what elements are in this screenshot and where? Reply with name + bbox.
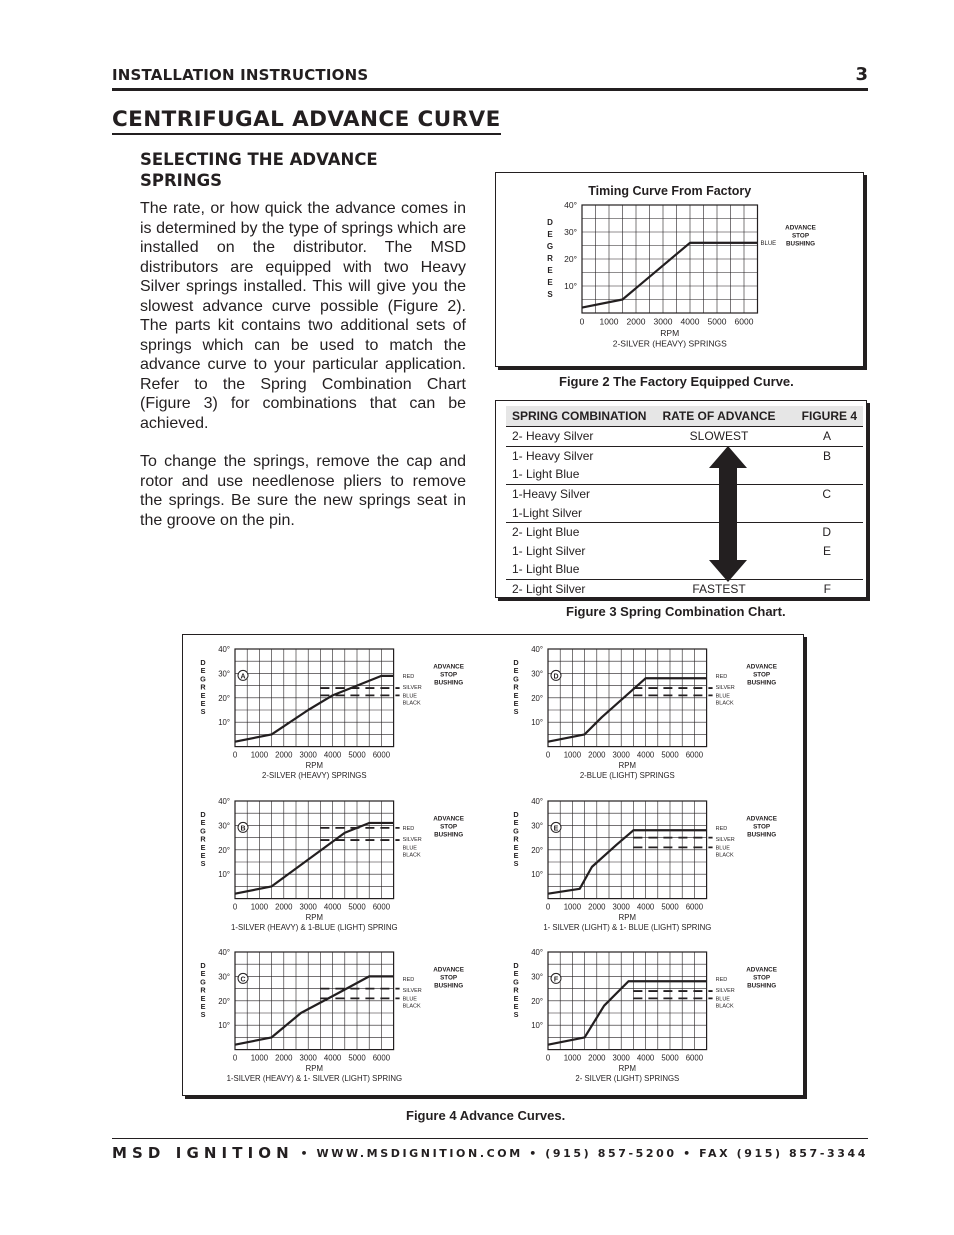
curve-line <box>235 976 394 1044</box>
x-tick-label: 6000 <box>685 750 704 760</box>
y-axis-letter: E <box>200 699 206 708</box>
figure-2-caption: Figure 2 The Factory Equipped Curve. <box>559 374 794 389</box>
rate-cell: SLOWEST <box>689 429 749 444</box>
y-axis-letter: S <box>513 707 519 717</box>
table-row <box>506 427 863 447</box>
x-tick-label: 1000 <box>250 750 269 760</box>
y-axis-letter: E <box>513 851 519 860</box>
y-tick-label: 10° <box>531 1021 543 1031</box>
figure-cell <box>785 503 863 522</box>
col-header-figure: FIGURE 4 <box>785 406 863 427</box>
col-header-combination: SPRING COMBINATION <box>506 406 653 427</box>
x-tick-label: 6000 <box>685 1053 704 1063</box>
x-tick-label: 4000 <box>636 750 655 760</box>
figure-cell: D <box>785 522 863 541</box>
stop-label-blue: BLUE <box>402 693 417 700</box>
figure-cell: F <box>785 579 863 598</box>
page-title: CENTRIFUGAL ADVANCE CURVE <box>112 108 501 135</box>
table-row <box>506 446 863 465</box>
y-tick-label: 40° <box>564 200 577 210</box>
paragraph-2: To change the springs, remove the cap and rotor and use needlenose pliers to remove the springs. Be sure the new springs seat in the groove on the pin. <box>140 453 466 529</box>
x-tick-label: 2000 <box>275 750 293 760</box>
y-axis-letter: D <box>200 810 206 819</box>
x-tick-label: 0 <box>579 316 585 327</box>
stop-label-red: RED <box>715 976 728 983</box>
x-tick-label: 3000 <box>653 316 673 327</box>
bushing-label: ADVANCE <box>746 815 777 823</box>
y-axis-letter: G <box>513 826 519 836</box>
col-header-rate: RATE OF ADVANCE <box>653 406 785 427</box>
x-tick-label: 0 <box>545 750 551 760</box>
stop-label-black: BLACK <box>402 700 421 707</box>
table-row <box>506 522 863 541</box>
y-tick-label: 10° <box>218 870 230 880</box>
y-axis-letter: G <box>200 977 206 987</box>
combo-cell: 1- Heavy Silver <box>506 446 653 465</box>
x-tick-label: 3000 <box>612 902 630 912</box>
y-axis-letter: S <box>513 1010 519 1020</box>
chart-subtitle: 1-SILVER (HEAVY) & 1-BLUE (LIGHT) SPRING <box>231 923 398 932</box>
figure-cell <box>785 560 863 579</box>
rate-cell: FASTEST <box>653 579 785 598</box>
bushing-label: STOP <box>791 232 810 240</box>
stop-label-black: BLACK <box>402 852 421 859</box>
x-tick-label: 3000 <box>612 1053 630 1063</box>
bushing-label: BUSHING <box>747 679 777 687</box>
panel-letter: C <box>240 976 246 984</box>
x-tick-label: 5000 <box>348 1053 366 1063</box>
figure-2-chart <box>495 172 865 368</box>
stop-label-red: RED <box>402 673 415 680</box>
y-axis-letter: E <box>200 690 206 700</box>
y-axis-letter: E <box>513 690 519 700</box>
x-tick-label: 3000 <box>612 750 630 760</box>
chart-subtitle: 2-BLUE (LIGHT) SPRINGS <box>579 771 675 780</box>
y-tick-label: 30° <box>218 821 230 831</box>
y-tick-label: 30° <box>218 669 230 679</box>
stop-label-black: BLACK <box>715 700 734 707</box>
stop-label-blue: BLUE <box>715 996 730 1003</box>
x-tick-label: 3000 <box>299 902 317 912</box>
y-axis-letter: R <box>513 834 519 844</box>
x-tick-label: 2000 <box>588 902 606 912</box>
bushing-label: STOP <box>753 974 771 982</box>
panel-letter: E <box>553 825 559 833</box>
bushing-label: BUSHING <box>785 240 816 248</box>
chart-F <box>513 948 777 1083</box>
y-tick-label: 30° <box>564 227 577 237</box>
x-axis-label: RPM <box>618 1064 636 1074</box>
combo-cell: 1- Light Silver <box>512 543 586 558</box>
bushing-label: ADVANCE <box>433 663 464 671</box>
bushing-label: ADVANCE <box>746 966 777 974</box>
y-axis-letter: E <box>200 666 206 676</box>
y-axis-letter: G <box>200 826 206 836</box>
stop-label-red: RED <box>402 825 415 832</box>
x-tick-label: 4000 <box>323 902 342 912</box>
x-tick-label: 6000 <box>685 902 704 912</box>
x-tick-label: 1000 <box>599 316 619 327</box>
y-axis-letter: S <box>200 859 206 869</box>
y-axis-letter: R <box>200 834 206 844</box>
stop-label-silver: SILVER <box>715 836 735 843</box>
page-number: 3 <box>855 64 868 85</box>
x-tick-label: 4000 <box>680 316 700 327</box>
stop-label-black: BLACK <box>715 852 734 859</box>
panel-letter: D <box>553 673 559 681</box>
y-axis-letter: D <box>513 810 519 819</box>
y-tick-label: 10° <box>218 718 230 728</box>
y-tick-label: 10° <box>531 870 543 880</box>
y-tick-label: 40° <box>218 948 230 957</box>
y-axis-letter: S <box>513 859 519 869</box>
x-tick-label: 6000 <box>734 316 754 327</box>
y-axis-letter: E <box>513 1002 519 1011</box>
table-header-row <box>506 406 863 427</box>
x-tick-label: 0 <box>232 1053 238 1063</box>
y-tick-label: 30° <box>531 821 543 831</box>
x-tick-label: 3000 <box>299 1053 317 1063</box>
double-arrow-icon <box>709 446 747 582</box>
x-tick-label: 5000 <box>661 902 679 912</box>
chart-subtitle: 2-SILVER (HEAVY) SPRINGS <box>262 771 367 780</box>
y-axis-letter: D <box>200 658 206 667</box>
y-tick-label: 20° <box>218 693 230 703</box>
y-axis-letter: S <box>200 1010 206 1020</box>
bushing-label: BUSHING <box>434 831 464 839</box>
x-tick-label: 4000 <box>636 902 655 912</box>
curve-line <box>582 243 758 308</box>
x-tick-label: 6000 <box>372 1053 391 1063</box>
figure-4-caption: Figure 4 Advance Curves. <box>406 1108 566 1123</box>
chart-E <box>513 797 777 932</box>
x-tick-label: 5000 <box>661 1053 679 1063</box>
y-axis-letter: G <box>546 242 554 251</box>
y-axis-letter: R <box>513 682 519 692</box>
y-axis-letter: R <box>513 985 519 995</box>
y-axis-letter: E <box>200 993 206 1003</box>
stop-label-black: BLACK <box>715 1003 734 1010</box>
y-tick-label: 10° <box>531 718 543 728</box>
bushing-label: BUSHING <box>747 982 777 990</box>
x-tick-label: 5000 <box>707 316 727 327</box>
x-tick-label: 1000 <box>250 1053 269 1063</box>
panel-letter: B <box>240 825 246 833</box>
figure-cell: B <box>785 446 863 465</box>
x-tick-label: 2000 <box>588 1053 606 1063</box>
bushing-label: BUSHING <box>434 679 464 687</box>
stop-label-silver: SILVER <box>715 987 735 994</box>
x-tick-label: 5000 <box>348 902 366 912</box>
table-row <box>506 579 863 598</box>
y-axis-letter: S <box>200 707 206 717</box>
stop-label-silver: SILVER <box>402 684 422 691</box>
table-row <box>506 560 863 579</box>
chart-D <box>513 645 777 780</box>
x-tick-label: 1000 <box>563 1053 582 1063</box>
combo-cell: 2- Light Silver <box>506 579 653 598</box>
y-tick-label: 20° <box>218 845 230 855</box>
bushing-label: STOP <box>440 823 458 831</box>
y-axis-letter: E <box>513 666 519 676</box>
x-tick-label: 4000 <box>323 1053 342 1063</box>
stop-label-red: RED <box>715 673 728 680</box>
x-tick-label: 5000 <box>348 750 366 760</box>
x-tick-label: 5000 <box>661 750 679 760</box>
stop-label-silver: SILVER <box>715 684 735 691</box>
spring-combination-table <box>506 406 863 598</box>
x-tick-label: 6000 <box>372 750 391 760</box>
x-tick-label: 0 <box>545 902 551 912</box>
x-axis-label: RPM <box>305 913 323 923</box>
bushing-label: BUSHING <box>747 831 777 839</box>
y-axis-letter: E <box>513 842 519 852</box>
paragraph-1: The rate, or how quick the advance comes in is determined by the type of springs which are installed on the distributor. The MSD distributors are equipped with two Heavy Silver springs installed. This will give you the slowest advance curve possible (Figure 2). The parts kit contains two additional sets of springs which can be used to match the advance curve to your particular application. Refer to the Spring Combination Chart (Figure 3) for combinations that can be achieved. <box>140 200 466 432</box>
y-axis-letter: E <box>547 230 553 239</box>
panel-letter: A <box>240 673 246 681</box>
bushing-label: STOP <box>440 974 458 982</box>
y-axis-letter: E <box>200 969 206 979</box>
footer-brand: MSD IGNITION <box>112 1144 294 1162</box>
y-axis-letter: D <box>547 218 553 227</box>
stop-label-blue: BLUE <box>715 693 730 700</box>
chart-A <box>200 645 464 780</box>
y-tick-label: 20° <box>531 996 543 1006</box>
x-axis-label: RPM <box>660 328 680 338</box>
x-tick-label: 3000 <box>299 750 317 760</box>
bushing-label: ADVANCE <box>433 815 464 823</box>
x-tick-label: 2000 <box>275 902 293 912</box>
bushing-label: ADVANCE <box>785 224 816 232</box>
footer-contact: • WWW.MSDIGNITION.COM • (915) 857-5200 • FAX (915) 857-3344 <box>300 1147 868 1160</box>
x-tick-label: 1000 <box>563 902 582 912</box>
table-row <box>506 503 863 522</box>
x-axis-label: RPM <box>618 761 636 771</box>
y-axis-letter: G <box>200 674 206 684</box>
chart-subtitle: 2- SILVER (LIGHT) SPRINGS <box>575 1074 680 1083</box>
stop-label-blue: BLUE <box>715 845 730 852</box>
y-axis-letter: E <box>547 266 553 275</box>
y-axis-letter: E <box>547 278 553 287</box>
stop-label-red: RED <box>715 825 728 832</box>
stop-label-red: RED <box>402 976 415 983</box>
x-axis-label: RPM <box>305 761 323 771</box>
y-axis-letter: E <box>513 993 519 1003</box>
figure-cell: E <box>822 543 831 558</box>
bushing-label: ADVANCE <box>746 663 777 671</box>
y-axis-letter: D <box>513 658 519 667</box>
section-subtitle: SELECTING THE ADVANCE SPRINGS <box>140 150 378 190</box>
stop-label-blue: BLUE <box>402 845 417 852</box>
table-row <box>506 465 863 484</box>
y-axis-letter: E <box>513 969 519 979</box>
chart-subtitle: 2-SILVER (HEAVY) SPRINGS <box>612 338 727 349</box>
x-tick-label: 2000 <box>588 750 606 760</box>
figure-3-caption: Figure 3 Spring Combination Chart. <box>566 604 786 619</box>
chart-title: Timing Curve From Factory <box>588 184 752 198</box>
x-tick-label: 0 <box>232 750 238 760</box>
y-axis-letter: R <box>200 682 206 692</box>
x-tick-label: 4000 <box>323 750 342 760</box>
y-axis-letter: D <box>200 961 206 970</box>
y-axis-letter: R <box>547 254 553 263</box>
y-tick-label: 40° <box>218 797 230 806</box>
x-tick-label: 0 <box>232 902 238 912</box>
chart-subtitle: 1- SILVER (LIGHT) & 1- BLUE (LIGHT) SPRING <box>543 923 712 932</box>
y-tick-label: 30° <box>218 972 230 982</box>
chart-B <box>200 797 464 932</box>
x-tick-label: 2000 <box>275 1053 293 1063</box>
y-axis-letter: S <box>547 290 553 299</box>
combo-cell: 1-Light Silver <box>512 505 583 520</box>
x-tick-label: 4000 <box>636 1053 655 1063</box>
stop-label-silver: SILVER <box>402 836 422 843</box>
stop-label-blue: BLUE <box>402 996 417 1003</box>
table-row <box>506 542 863 561</box>
y-tick-label: 30° <box>531 972 543 982</box>
chart-subtitle: 1-SILVER (HEAVY) & 1- SILVER (LIGHT) SPRING <box>226 1074 403 1083</box>
stop-label-black: BLACK <box>402 1003 421 1010</box>
y-tick-label: 20° <box>531 845 543 855</box>
y-tick-label: 40° <box>531 797 543 806</box>
y-axis-letter: E <box>513 699 519 708</box>
y-axis-letter: E <box>200 851 206 860</box>
y-axis-letter: D <box>513 961 519 970</box>
y-tick-label: 10° <box>564 281 577 291</box>
section-title: INSTALLATION INSTRUCTIONS <box>112 66 369 84</box>
combo-cell: 2- Heavy Silver <box>512 429 594 444</box>
y-tick-label: 40° <box>531 948 543 957</box>
x-tick-label: 2000 <box>626 316 646 327</box>
combo-cell: 2- Light Blue <box>506 522 653 541</box>
combo-cell: 1- Light Blue <box>512 562 580 577</box>
figure-cell: C <box>785 484 863 503</box>
table-row <box>506 484 863 503</box>
x-axis-label: RPM <box>305 1064 323 1074</box>
combo-cell: 1- Light Blue <box>512 467 580 482</box>
y-axis-letter: E <box>200 842 206 852</box>
y-axis-letter: E <box>200 1002 206 1011</box>
x-tick-label: 0 <box>545 1053 551 1063</box>
y-tick-label: 20° <box>564 254 577 264</box>
y-axis-letter: E <box>200 818 206 828</box>
x-tick-label: 1000 <box>563 750 582 760</box>
x-tick-label: 1000 <box>250 902 269 912</box>
figure-cell <box>785 465 863 484</box>
combo-cell: 1-Heavy Silver <box>506 484 653 503</box>
curve-line <box>235 823 394 894</box>
y-axis-letter: R <box>200 985 206 995</box>
y-tick-label: 40° <box>218 645 230 654</box>
page-footer <box>112 1138 868 1167</box>
y-tick-label: 20° <box>531 693 543 703</box>
y-axis-letter: G <box>513 977 519 987</box>
bushing-label: STOP <box>440 671 458 679</box>
figure-cell: A <box>822 429 831 444</box>
chart-factory <box>547 184 816 349</box>
stop-label-blue: BLUE <box>760 240 777 247</box>
stop-label-silver: SILVER <box>402 987 422 994</box>
y-tick-label: 20° <box>218 996 230 1006</box>
bushing-label: ADVANCE <box>433 966 464 974</box>
bushing-label: STOP <box>753 671 771 679</box>
x-axis-label: RPM <box>618 913 636 923</box>
y-tick-label: 40° <box>531 645 543 654</box>
y-axis-letter: G <box>513 674 519 684</box>
x-tick-label: 6000 <box>372 902 391 912</box>
chart-C <box>200 948 464 1083</box>
bushing-label: STOP <box>753 823 771 831</box>
panel-letter: F <box>553 976 559 984</box>
figure-4-charts <box>182 634 806 1098</box>
page-header <box>112 66 868 91</box>
y-tick-label: 30° <box>531 669 543 679</box>
bushing-label: BUSHING <box>434 982 464 990</box>
y-tick-label: 10° <box>218 1021 230 1031</box>
y-axis-letter: E <box>513 818 519 828</box>
